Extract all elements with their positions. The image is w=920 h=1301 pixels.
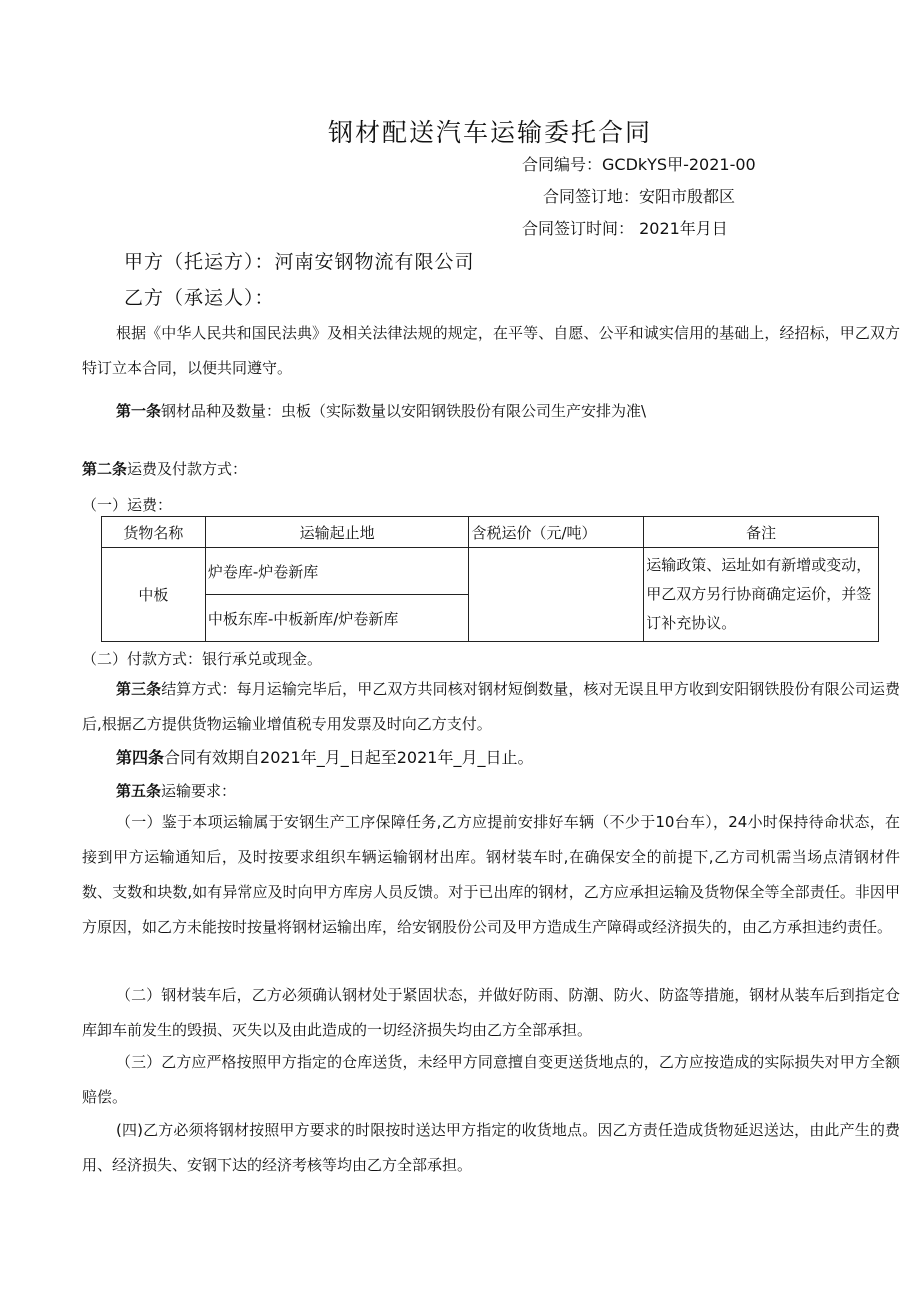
article-3-text: 结算方式：每月运输完毕后，甲乙双方共同核对钢材短倒数量，核对无误且甲方收到安阳钢铁股份有限公司运费后,根据乙方提供货物运输业增值税专用发票及时向乙方支付。 [82,680,900,733]
article-2-label: 第二条 [82,460,128,478]
article-4 [116,745,533,768]
header-remark: 备注 [644,517,879,548]
transport-requirement-1: （一）鉴于本项运输属于安钢生产工序保障任务,乙方应提前安排好车辆（不少于10台车），24小时保持待命状态，在接到甲方运输通知后，及时按要求组织车辆运输钢材出库。钢材装车时,在确保安全的前提下,乙方司机需当场点清钢材件数、支数和块数,如有异常应及时向甲方库房人员反馈。对于已出库的钢材，乙方应承担运输及货物保全等全部责任。非因甲方原因，如乙方未能按时按量将钢材运输出库，给安钢股份公司及甲方造成生产障碍或经济损失的，由乙方承担违约责任。 [82,813,900,936]
table-header-row [102,517,879,548]
header-price: 含税运价（元/吨） [469,517,644,548]
header-route: 运输起止地 [205,517,469,548]
article-5 [116,780,236,801]
preamble: 根据《中华人民共和国民法典》及相关法律法规的规定，在平等、自愿、公平和诚实信用的基础上，经招标，甲乙双方特订立本合同，以便共同遵守。 [82,324,900,377]
route-cell-1: 炉卷库-炉卷新库 [205,548,469,595]
transport-requirement-2: （二）钢材装车后，乙方必须确认钢材处于紧固状态，并做好防雨、防潮、防火、防盗等措施，钢材从装车后到指定仓库卸车前发生的毁损、灭失以及由此造成的一切经济损失均由乙方全部承担。 [82,986,900,1039]
contract-number: 合同编号：GCDkYS甲-2021-00 [522,155,756,174]
goods-cell: 中板 [102,548,206,642]
route-cell-2: 中板东库-中板新库/炉卷新库 [205,595,469,642]
article-5-label: 第五条 [116,782,162,800]
party-b: 乙方（承运人）： [124,287,275,309]
transport-requirement-4: (四)乙方必须将钢材按照甲方要求的时限按时送达甲方指定的收货地点。因乙方责任造成货物延迟送达，由此产生的费用、经济损失、安钢下达的经济考核等均由乙方全部承担。 [82,1121,900,1174]
payment-method: （二）付款方式：银行承兑或现金。 [82,650,323,668]
header-goods: 货物名称 [102,517,206,548]
freight-table [101,516,879,642]
article-3 [82,672,900,742]
article-5-text: 运输要求： [161,782,237,800]
article-1 [116,400,646,421]
price-cell [469,548,644,642]
article-1-label: 第一条 [116,402,162,420]
transport-requirement-3: （三）乙方应严格按照甲方指定的仓库送货，未经甲方同意擅自变更送货地点的，乙方应按造成的实际损失对甲方全额赔偿。 [82,1053,900,1106]
article-3-label: 第三条 [116,680,162,698]
article-4-text: 合同有效期自2021年_月_日起至2021年_月_日止。 [164,748,534,767]
sign-time: 合同签订时间： 2021年月日 [522,219,728,238]
article-4-label: 第四条 [116,748,165,767]
sign-place: 合同签订地：安阳市殷都区 [543,187,736,206]
freight-subheading: （一）运费： [82,496,173,514]
article-1-text: 钢材品种及数量：虫板（实际数量以安阳钢铁股份有限公司生产安排为准\ [161,402,647,420]
article-2-text: 运费及付款方式： [127,460,248,478]
remark-cell: 运输政策、运址如有新增或变动，甲乙双方另行协商确定运价，并签订补充协议。 [644,548,879,642]
table-row [102,548,879,595]
article-2 [82,458,247,479]
contract-title: 钢材配送汽车运输委托合同 [327,118,652,147]
party-a: 甲方（托运方）：河南安钢物流有限公司 [124,251,475,273]
